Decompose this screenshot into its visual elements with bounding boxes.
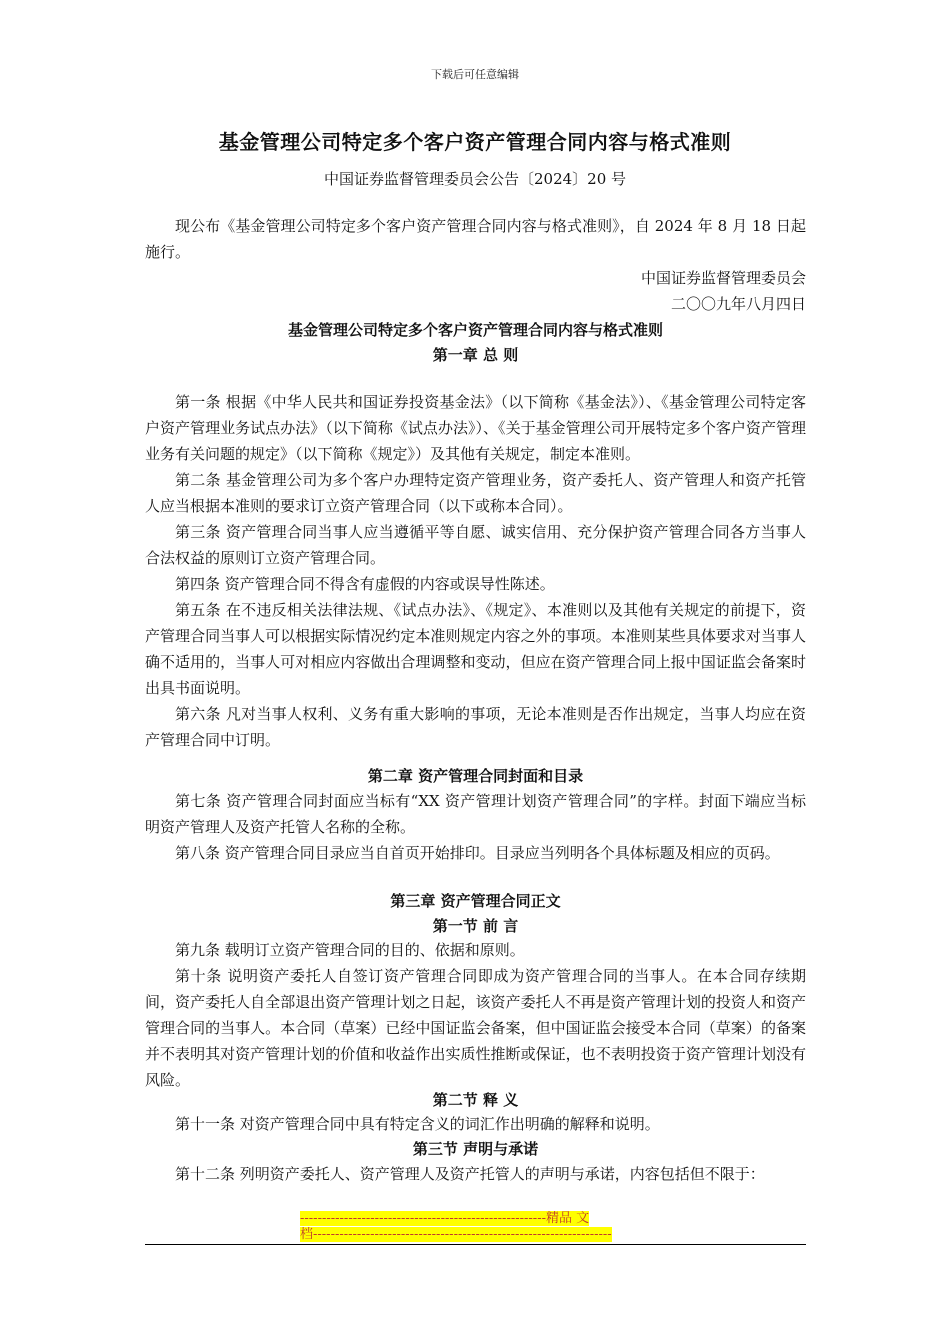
chapter-3-heading: 第三章 资产管理合同正文 [390, 892, 561, 910]
article-10: 第十条 说明资产委托人自签订资产管理合同即成为资产管理合同的当事人。在本合同存续期间，资产委托人自全部退出资产管理计划之日起，该资产委托人不再是资产管理计划的投资人和资产管理合同的当事人。本合同（草案）已经中国证监会备案，但中国证监会接受本合同（草案）的备案并不表明其对资产管理计划的价值和收益作出实质性推断或保证，也不表明投资于资产管理计划没有风险。 [145, 967, 806, 1089]
footer-line-2: 档-------------------------------------------------------------------- [300, 1227, 612, 1242]
article-11: 第十一条 对资产管理合同中具有特定含义的词汇作出明确的解释和说明。 [175, 1115, 660, 1133]
announcement-number: 中国证券监督管理委员会公告〔2024〕20 号 [323, 170, 627, 188]
section-2-heading: 第二节 释 义 [432, 1091, 519, 1109]
document-title: 基金管理公司特定多个客户资产管理合同内容与格式准则 [287, 321, 663, 339]
article-9: 第九条 载明订立资产管理合同的目的、依据和原则。 [175, 941, 525, 959]
issue-date: 二〇〇九年八月四日 [670, 295, 806, 313]
page-title: 基金管理公司特定多个客户资产管理合同内容与格式准则 [218, 130, 732, 154]
section-1-body [145, 937, 806, 1093]
article-3: 第三条 资产管理合同当事人应当遵循平等自愿、诚实信用、充分保护资产管理合同各方当事人合法权益的原则订立资产管理合同。 [145, 523, 806, 567]
footer-line-1: --------------------------------------------------------精品 文 [300, 1211, 590, 1226]
article-7: 第七条 资产管理合同封面应当标有“XX 资产管理计划资产管理合同”的字样。封面下端应当标明资产管理人及资产托管人名称的全称。 [145, 792, 806, 836]
footer-watermark [300, 1211, 650, 1243]
intro-block [145, 213, 806, 265]
article-4: 第四条 资产管理合同不得含有虚假的内容或误导性陈述。 [175, 575, 555, 593]
article-5: 第五条 在不违反相关法律法规、《试点办法》、《规定》、本准则以及其他有关规定的前提下，资产管理合同当事人可以根据实际情况约定本准则规定内容之外的事项。本准则某些具体要求对当事人确不适用的，当事人可对相应内容做出合理调整和变动，但应在资产管理合同上报中国证监会备案时出具书面说明。 [145, 601, 806, 697]
article-2: 第二条 基金管理公司为多个客户办理特定资产管理业务，资产委托人、资产管理人和资产托管人应当根据本准则的要求订立资产管理合同（以下或称本合同）。 [145, 471, 806, 515]
section-3-body [145, 1161, 806, 1187]
chapter-2-heading: 第二章 资产管理合同封面和目录 [367, 767, 584, 785]
chapter-1-heading: 第一章 总 则 [432, 346, 519, 364]
section-3-heading: 第三节 声明与承诺 [412, 1140, 539, 1158]
article-1: 第一条 根据《中华人民共和国证券投资基金法》（以下简称《基金法》）、《基金管理公司特定客户资产管理业务试点办法》（以下简称《试点办法》）、《关于基金管理公司开展特定多个客户资产管理业务有关问题的规定》（以下简称《规定》）及其他有关规定，制定本准则。 [145, 393, 806, 463]
intro-paragraph: 现公布《基金管理公司特定多个客户资产管理合同内容与格式准则》，自 2024 年 8 月 18 日起施行。 [145, 217, 806, 261]
article-8: 第八条 资产管理合同目录应当自首页开始排印。目录应当列明各个具体标题及相应的页码。 [175, 844, 780, 862]
chapter-2-body [145, 788, 806, 866]
section-2-body [145, 1111, 806, 1137]
footer-rule [145, 1244, 806, 1245]
chapter-1-body [145, 389, 806, 753]
article-12: 第十二条 列明资产委托人、资产管理人及资产托管人的声明与承诺，内容包括但不限于： [175, 1165, 765, 1183]
article-6: 第六条 凡对当事人权利、义务有重大影响的事项，无论本准则是否作出规定，当事人均应在资产管理合同中订明。 [145, 705, 806, 749]
section-1-heading: 第一节 前 言 [432, 917, 519, 935]
header-note: 下载后可任意编辑 [431, 68, 519, 81]
issuer-name: 中国证券监督管理委员会 [640, 269, 806, 287]
